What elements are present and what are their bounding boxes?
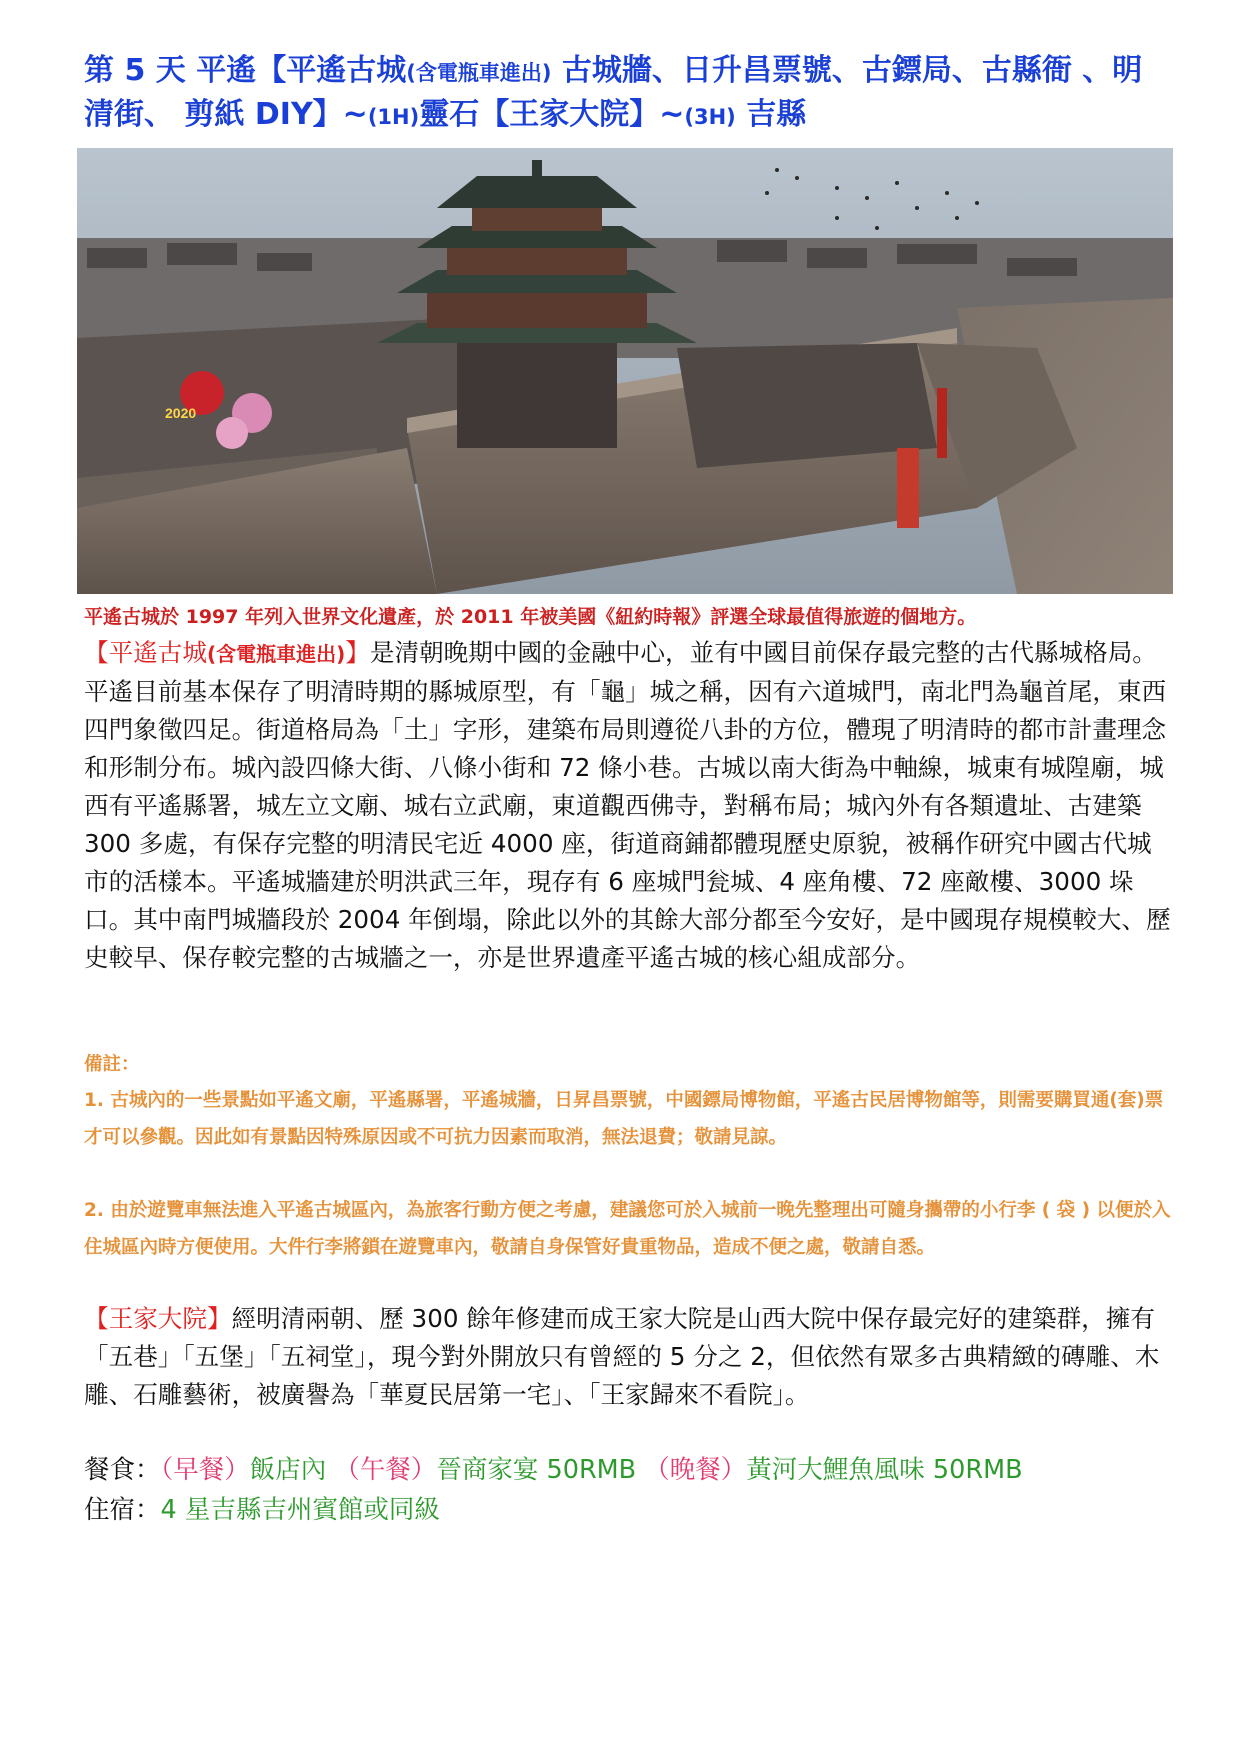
wang-description [84,1300,1174,1414]
pingyao-body: 是清朝晚期中國的金融中心，並有中國目前保存最完整的古代縣城格局。平遙目前基本保存了明清時期的縣城原型，有「龜」城之稱，因有六道城門，南北門為龜首尾，東西四門象徵四足。街道格局為「土」字形，建築布局則遵從八卦的方位，體現了明清時的都市計畫理念和形制分布。城內設四條大街、八條小街和 72 條小巷。古城以南大街為中軸線，城東有城隍廟，城西有平遙縣署，城左立文廟、城右立武廟，東道觀西佛寺，對稱布局；城內外有各類遺址、古建築 300 多處，有保存完整的明清民宅近 4000 座，街道商鋪都體現歷史原貌，被稱作研究中國古代城市的活樣本。平遙城牆建於明洪武三年，現存有 6 座城門瓮城、4 座角樓、72 座敵樓、3000 垛口。其中南門城牆段於 2004 年倒塌，除此以外的其餘大部分都至今安好，是中國現存規模較大、歷史較早、保存較完整的古城牆之一，亦是世界遺產平遙古城的核心組成部分。 [84,638,1171,972]
title-part1-note: (含電瓶車進出) [406,61,552,85]
pingyao-label-close: 】 [345,638,370,667]
meals-line [84,1452,1184,1488]
title-part3-duration: (3H) [684,105,736,129]
note-item-1: 1. 古城內的一些景點如平遙文廟，平遙縣署，平遙城牆，日昇昌票號，中國鏢局博物館，平遙古民居博物館等，則需要購買通(套)票才可以參觀。因此如有景點因特殊原因或不可抗力因素而取消，無法退費；敬請見諒。 [84,1090,1164,1148]
hotel-label: 住宿： [84,1495,161,1525]
title-part4: 吉縣 [735,97,807,132]
wang-label: 【王家大院】 [84,1304,232,1333]
meals-label: 餐食： [84,1455,161,1485]
pingyao-description [84,634,1174,977]
lunch-value: 晉商家宴 50RMB [436,1455,645,1485]
title-part2-duration: (1H) [367,105,420,129]
notes-heading: 備註： [84,1054,140,1075]
title-part2: 古城牆、日升昌票號、古鏢局、古縣衙 、明清街、 剪紙 DIY】~ [84,53,1143,132]
breakfast-tag: （早餐） [160,1455,250,1485]
pingyao-label-note: (含電瓶車進出) [206,642,346,666]
lunch-tag: （午餐） [334,1455,437,1485]
photo-banner-text: 2020 [165,405,197,421]
title-part1: 第 5 天 平遙【平遙古城 [84,53,407,88]
hotel-line [84,1492,1184,1528]
photo-caption: 平遙古城於 1997 年列入世界文化遺產，於 2011 年被美國《紐約時報》評選全球最值得旅遊的個地方。 [84,606,977,628]
pingyao-city-gate-photo [77,148,1173,594]
pingyao-label-open: 【平遙古城 [84,638,207,667]
dinner-value: 黃河大鯉魚風味 50RMB [746,1455,1023,1485]
pingyao-label [84,638,370,667]
title-part3: 靈石【王家大院】~ [419,97,685,132]
dinner-tag: （晚餐） [644,1455,747,1485]
hotel-value: 4 星吉縣吉州賓館或同級 [160,1495,440,1525]
wang-body: 經明清兩朝、歷 300 餘年修建而成王家大院是山西大院中保存最完好的建築群，擁有「五巷」「五堡」「五祠堂」，現今對外開放只有曾經的 5 分之 2，但依然有眾多古典精緻的磚雕、木雕、石雕藝術，被廣譽為「華夏民居第一宅」、「王家歸來不看院」。 [84,1304,1160,1409]
note-item-2: 2. 由於遊覽車無法進入平遙古城區內，為旅客行動方便之考慮，建議您可於入城前一晚先整理出可隨身攜帶的小行李 ( 袋 ) 以便於入住城區內時方便使用。大件行李將鎖在遊覽車內，敬請自身保管好貴重物品，造成不便之處，敬請自悉。 [84,1200,1171,1258]
breakfast-value: 飯店內 [249,1455,335,1485]
day-title [84,50,1164,138]
